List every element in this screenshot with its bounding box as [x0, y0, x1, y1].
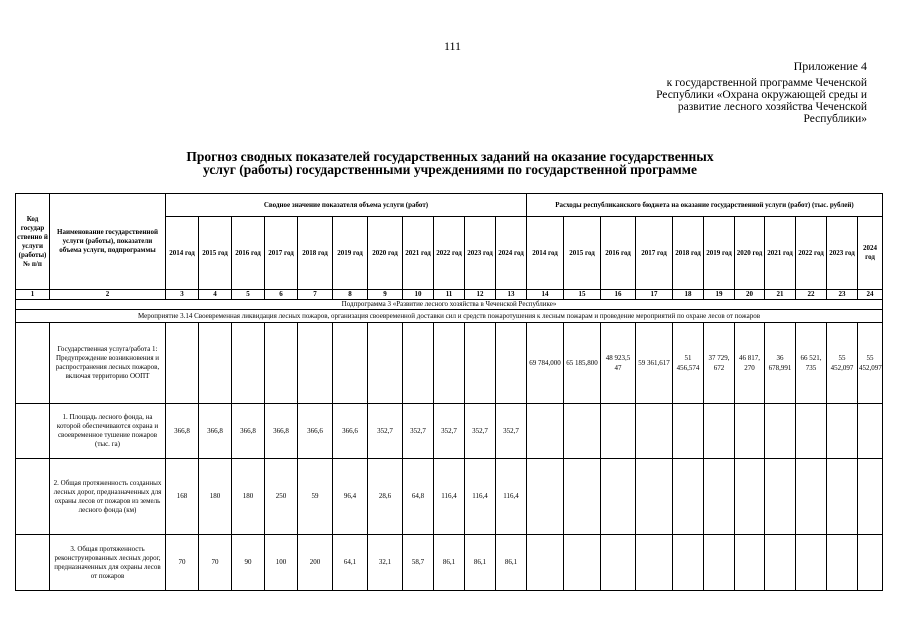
year-header-expense: 2017 год [636, 217, 673, 290]
volume-cell [265, 323, 298, 404]
volume-cell: 250 [265, 459, 298, 535]
expense-cell [601, 459, 636, 535]
volume-cell: 116,4 [434, 459, 465, 535]
expense-cell: 59 361,617 [636, 323, 673, 404]
expense-cell [564, 404, 601, 459]
column-number: 2 [50, 290, 166, 300]
volume-cell: 32,1 [368, 535, 403, 591]
year-header-expense: 2019 год [704, 217, 735, 290]
expense-cell: 37 729, 672 [704, 323, 735, 404]
subprogram-row [16, 300, 883, 310]
volume-cell: 352,7 [434, 404, 465, 459]
expense-cell [527, 459, 564, 535]
table-row [16, 535, 883, 591]
volume-cell: 90 [232, 535, 265, 591]
column-number: 8 [333, 290, 368, 300]
volume-cell: 352,7 [403, 404, 434, 459]
year-header-volume: 2021 год [403, 217, 434, 290]
volume-cell [434, 323, 465, 404]
column-number: 16 [601, 290, 636, 300]
expense-cell [673, 404, 704, 459]
column-header-name: Наименование государственной услуги (работы), показатели объема услуги, подпрограммы [50, 194, 166, 290]
volume-cell: 28,6 [368, 459, 403, 535]
column-number: 24 [858, 290, 883, 300]
expense-cell: 65 185,800 [564, 323, 601, 404]
volume-cell: 59 [298, 459, 333, 535]
volume-cell [232, 323, 265, 404]
column-number: 14 [527, 290, 564, 300]
group-header-expense: Расходы республиканского бюджета на оказание государственной услуги (работ) (тыс. рублей) [527, 194, 883, 217]
row-code [16, 535, 50, 591]
appendix-title: Приложение 4 [793, 59, 867, 73]
expense-cell [564, 459, 601, 535]
column-number: 12 [465, 290, 496, 300]
column-number: 19 [704, 290, 735, 300]
year-header-expense: 2018 год [673, 217, 704, 290]
column-number: 21 [765, 290, 796, 300]
table-row [16, 404, 883, 459]
column-number: 22 [796, 290, 827, 300]
expense-cell [858, 535, 883, 591]
volume-cell: 180 [199, 459, 232, 535]
expense-cell [636, 459, 673, 535]
expense-cell [765, 404, 796, 459]
column-number: 18 [673, 290, 704, 300]
year-header-volume: 2014 год [166, 217, 199, 290]
event-title: Мероприятие 3.14 Своевременная ликвидация лесных пожаров, организация своевременной доставки сил и средств пожаротушения к лесным пожарам и проведение мероприятий по охране лесов от пожаров [16, 310, 883, 323]
expense-cell [765, 535, 796, 591]
expense-cell [636, 404, 673, 459]
expense-cell [704, 459, 735, 535]
expense-cell [858, 459, 883, 535]
expense-cell [704, 535, 735, 591]
volume-cell [298, 323, 333, 404]
year-header-volume: 2020 год [368, 217, 403, 290]
expense-cell: 51 456,574 [673, 323, 704, 404]
column-number: 3 [166, 290, 199, 300]
row-name: 2. Общая протяженность созданных лесных дорог, предназначенных для охраны лесов от пожаров из земель лесного фонда (км) [50, 459, 166, 535]
volume-cell: 58,7 [403, 535, 434, 591]
column-number: 1 [16, 290, 50, 300]
expense-cell [858, 404, 883, 459]
expense-cell [673, 535, 704, 591]
appendix-line: Республики» [803, 113, 867, 125]
column-number: 6 [265, 290, 298, 300]
expense-cell: 66 521, 735 [796, 323, 827, 404]
table-row [16, 323, 883, 404]
volume-cell: 70 [166, 535, 199, 591]
document-title [60, 150, 840, 176]
expense-cell [827, 404, 858, 459]
year-header-volume: 2018 год [298, 217, 333, 290]
year-header-volume: 2017 год [265, 217, 298, 290]
expense-cell: 55 452,097 [858, 323, 883, 404]
expense-cell [796, 404, 827, 459]
page-number: 111 [443, 39, 462, 53]
volume-cell: 366,6 [298, 404, 333, 459]
volume-cell [368, 323, 403, 404]
column-number: 7 [298, 290, 333, 300]
expense-cell [564, 535, 601, 591]
column-number-row [16, 290, 883, 300]
expense-cell [735, 404, 765, 459]
year-header-expense: 2024 год [858, 217, 883, 290]
year-header-expense: 2023 год [827, 217, 858, 290]
column-number: 15 [564, 290, 601, 300]
volume-cell: 352,7 [465, 404, 496, 459]
expense-cell: 36 678,991 [765, 323, 796, 404]
year-header-expense: 2015 год [564, 217, 601, 290]
year-header-expense: 2014 год [527, 217, 564, 290]
volume-cell: 86,1 [434, 535, 465, 591]
volume-cell: 366,8 [166, 404, 199, 459]
year-header-volume: 2019 год [333, 217, 368, 290]
column-number: 4 [199, 290, 232, 300]
column-number: 10 [403, 290, 434, 300]
volume-cell: 352,7 [496, 404, 527, 459]
row-code [16, 459, 50, 535]
expense-cell [765, 459, 796, 535]
column-number: 13 [496, 290, 527, 300]
row-name: 3. Общая протяженность реконструированных лесных дорог, предназначенных для охраны лесов от пожаров [50, 535, 166, 591]
expense-cell [796, 535, 827, 591]
expense-cell: 48 923,5 47 [601, 323, 636, 404]
year-header-expense: 2020 год [735, 217, 765, 290]
volume-cell: 180 [232, 459, 265, 535]
column-number: 11 [434, 290, 465, 300]
expense-cell [527, 535, 564, 591]
volume-cell: 116,4 [496, 459, 527, 535]
expense-cell: 55 452,097 [827, 323, 858, 404]
volume-cell: 86,1 [496, 535, 527, 591]
column-number: 9 [368, 290, 403, 300]
expense-cell [735, 459, 765, 535]
year-header-volume: 2016 год [232, 217, 265, 290]
expense-cell: 69 784,000 [527, 323, 564, 404]
expense-cell [527, 404, 564, 459]
document-title-line: Прогноз сводных показателей государственных заданий на оказание государственных [186, 149, 714, 164]
year-header-volume: 2022 год [434, 217, 465, 290]
header-row [16, 194, 883, 217]
row-code [16, 323, 50, 404]
volume-cell: 70 [199, 535, 232, 591]
volume-cell: 366,8 [265, 404, 298, 459]
row-code [16, 404, 50, 459]
year-header-volume: 2015 год [199, 217, 232, 290]
document-title-line: услуг (работы) государственными учреждениями по государственной программе [203, 162, 697, 177]
volume-cell: 100 [265, 535, 298, 591]
volume-cell: 366,6 [333, 404, 368, 459]
year-header-expense: 2016 год [601, 217, 636, 290]
volume-cell: 64,1 [333, 535, 368, 591]
volume-cell [333, 323, 368, 404]
expense-cell [827, 535, 858, 591]
volume-cell [496, 323, 527, 404]
expense-cell [796, 459, 827, 535]
expense-cell [636, 535, 673, 591]
expense-cell [673, 459, 704, 535]
year-header-volume: 2024 год [496, 217, 527, 290]
volume-cell [166, 323, 199, 404]
volume-cell: 366,8 [232, 404, 265, 459]
year-header-volume: 2023 год [465, 217, 496, 290]
column-number: 17 [636, 290, 673, 300]
year-header-expense: 2021 год [765, 217, 796, 290]
appendix-line: Республики «Охрана окружающей среды и [656, 89, 867, 101]
column-header-code: Код государ ственно й услуги (работы) № п/п [16, 194, 50, 290]
column-number: 23 [827, 290, 858, 300]
appendix-line: развитие лесного хозяйства Чеченской [677, 101, 867, 113]
appendix-block [607, 60, 867, 125]
appendix-line: к государственной программе Чеченской [666, 77, 867, 89]
volume-cell: 96,4 [333, 459, 368, 535]
volume-cell: 366,8 [199, 404, 232, 459]
column-number: 20 [735, 290, 765, 300]
subprogram-title: Подпрограмма 3 «Развитие лесного хозяйства в Чеченской Республике» [16, 300, 883, 310]
expense-cell [601, 535, 636, 591]
volume-cell: 116,4 [465, 459, 496, 535]
year-header-expense: 2022 год [796, 217, 827, 290]
volume-cell [199, 323, 232, 404]
table-row [16, 459, 883, 535]
expense-cell [704, 404, 735, 459]
volume-cell: 168 [166, 459, 199, 535]
volume-cell: 86,1 [465, 535, 496, 591]
expense-cell: 46 817, 270 [735, 323, 765, 404]
expense-cell [601, 404, 636, 459]
volume-cell [403, 323, 434, 404]
volume-cell [465, 323, 496, 404]
row-name: 1. Площадь лесного фонда, на которой обеспечиваются охрана и своевременное тушение пожаров (тыс. га) [50, 404, 166, 459]
row-name: Государственная услуга/работа 1: Предупреждение возникновения и распространения лесных пожаров, включая территорию ООПТ [50, 323, 166, 404]
expense-cell [735, 535, 765, 591]
forecast-table [15, 193, 883, 591]
expense-cell [827, 459, 858, 535]
volume-cell: 200 [298, 535, 333, 591]
group-header-volume: Сводное значение показателя объема услуги (работ) [166, 194, 527, 217]
column-number: 5 [232, 290, 265, 300]
event-row [16, 310, 883, 323]
volume-cell: 64,8 [403, 459, 434, 535]
volume-cell: 352,7 [368, 404, 403, 459]
